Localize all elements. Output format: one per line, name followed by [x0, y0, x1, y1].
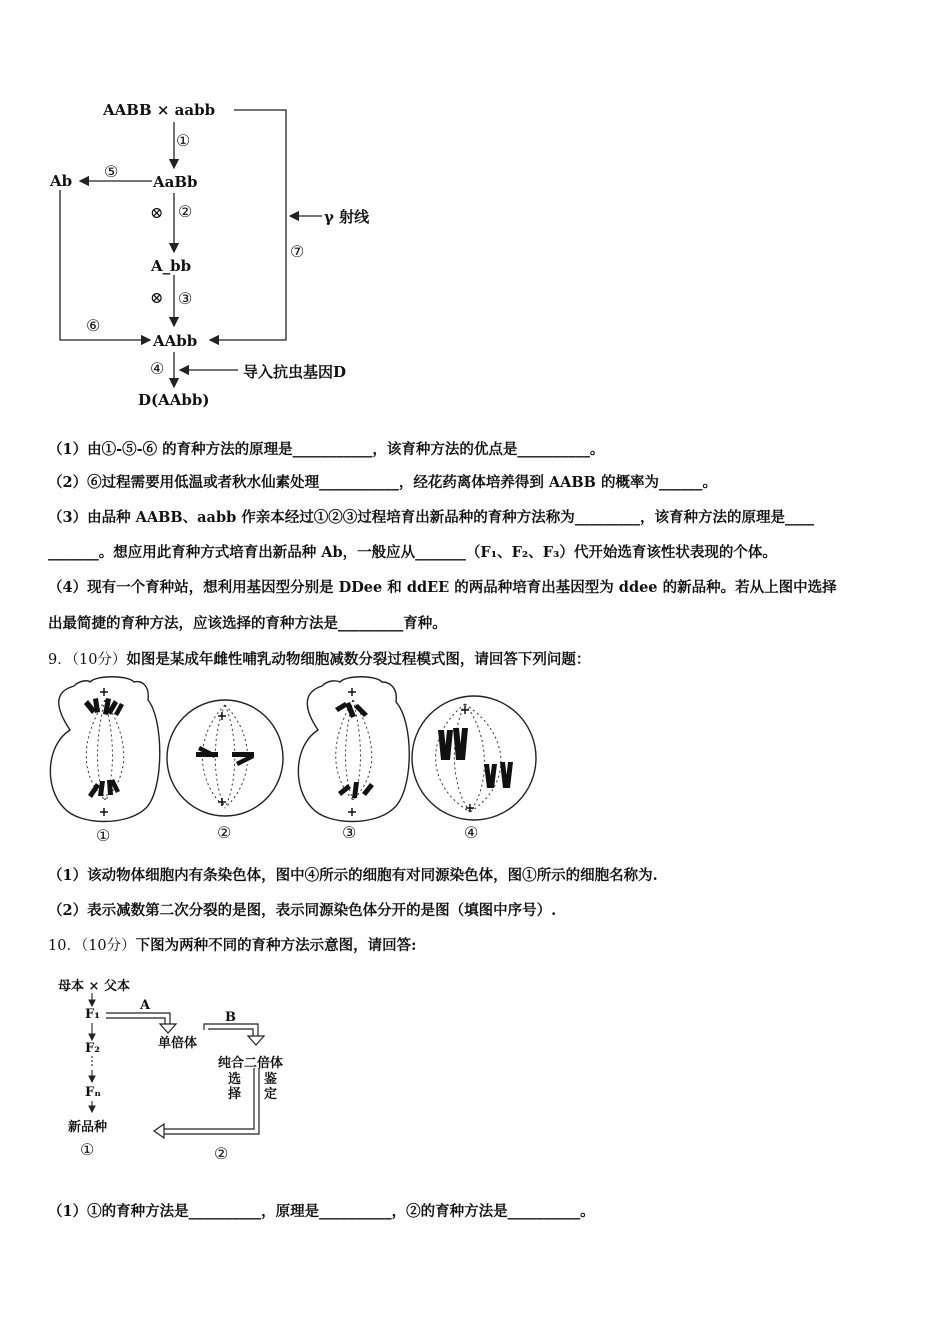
select-label: 选择: [228, 1072, 242, 1102]
q10-number: 10．（10分）: [48, 938, 136, 954]
cell-label-2: ②: [217, 823, 232, 842]
cell-label-3: ③: [342, 823, 357, 842]
q8-sub2: （2）⑥过程需要用低温或者秋水仙素处理___________，经花药离体培养得到 AABB 的概率为______。: [48, 474, 717, 491]
q9-sub1: （1）该动物体细胞内有条染色体，图中④所示的细胞有对同源染色体，图①所示的细胞名称为.: [48, 867, 658, 884]
identify-label: 鉴定: [264, 1072, 278, 1102]
q8-sub4-line2: 出最简捷的育种方法，应该选择的育种方法是_________育种。: [48, 615, 447, 632]
aabb-target-genotype: AAbb: [153, 332, 198, 350]
step-1-marker: ①: [176, 131, 191, 150]
haploid-label: 单倍体: [158, 1036, 198, 1051]
q8-sub3-line2: _______。想应用此育种方式培育出新品种 Ab，一般应从_______（F₁、F₂、F₃）代开始选育该性状表现的个体。: [48, 544, 777, 561]
q8-sub1: （1）由①-⑤-⑥ 的育种方法的原理是___________，该育种方法的优点是__________。: [48, 441, 605, 458]
step-6-marker: ⑥: [86, 316, 101, 335]
q9-number: 9．（10分）: [48, 652, 127, 668]
step-7-marker: ⑦: [290, 242, 305, 261]
q10-text: 下图为两种不同的育种方法示意图，请回答:: [135, 937, 417, 954]
f2-label: F₂: [85, 1041, 100, 1056]
selfing-mark-2: ⊗: [150, 288, 164, 307]
cross-parents: AABB × aabb: [103, 101, 216, 119]
q8-sub3-line1: （3）由品种 AABB、aabb 作亲本经过①②③过程培育出新品种的育种方法称为_________，该育种方法的原理是____: [48, 509, 815, 526]
f1-genotype: AaBb: [153, 173, 198, 191]
insert-gene-label: 导入抗虫基因D: [243, 363, 347, 381]
step-5-marker: ⑤: [104, 162, 119, 181]
parents-label: 母本 × 父本: [58, 979, 130, 994]
pure-diploid-label: 纯合二倍体: [218, 1056, 284, 1071]
cell-label-4: ④: [464, 823, 479, 842]
method-1-marker: ①: [80, 1140, 95, 1159]
step-3-marker: ③: [178, 289, 193, 308]
method-2-marker: ②: [214, 1144, 229, 1163]
ab-genotype: Ab: [50, 172, 73, 190]
fn-label: Fₙ: [85, 1085, 101, 1100]
selfing-mark-1: ⊗: [150, 203, 164, 222]
path-a-label: A: [140, 998, 151, 1013]
q9-text: 如图是某成年雌性哺乳动物细胞减数分裂过程模式图，请回答下列问题：: [126, 651, 591, 668]
path-b-label: B: [225, 1010, 236, 1025]
step-4-marker: ④: [150, 359, 165, 378]
a-bb-genotype: A_bb: [151, 257, 192, 275]
f1-label: F₁: [85, 1007, 100, 1022]
cell-label-1: ①: [96, 826, 111, 845]
step-2-marker: ②: [178, 202, 193, 221]
q10-sub1: （1）①的育种方法是__________，原理是__________，②的育种方法是__________。: [48, 1203, 595, 1220]
new-variety-label: 新品种: [68, 1120, 108, 1135]
q8-sub4-line1: （4）现有一个育种站，想利用基因型分别是 DDee 和 ddEE 的两品种培育出基因型为 ddee 的新品种。若从上图中选择: [48, 579, 837, 596]
gamma-ray-label: γ 射线: [324, 208, 370, 226]
d-aabb-genotype: D(AAbb): [138, 391, 210, 409]
q9-sub2: （2）表示减数第二次分裂的是图，表示同源染色体分开的是图（填图中序号）.: [48, 902, 557, 919]
